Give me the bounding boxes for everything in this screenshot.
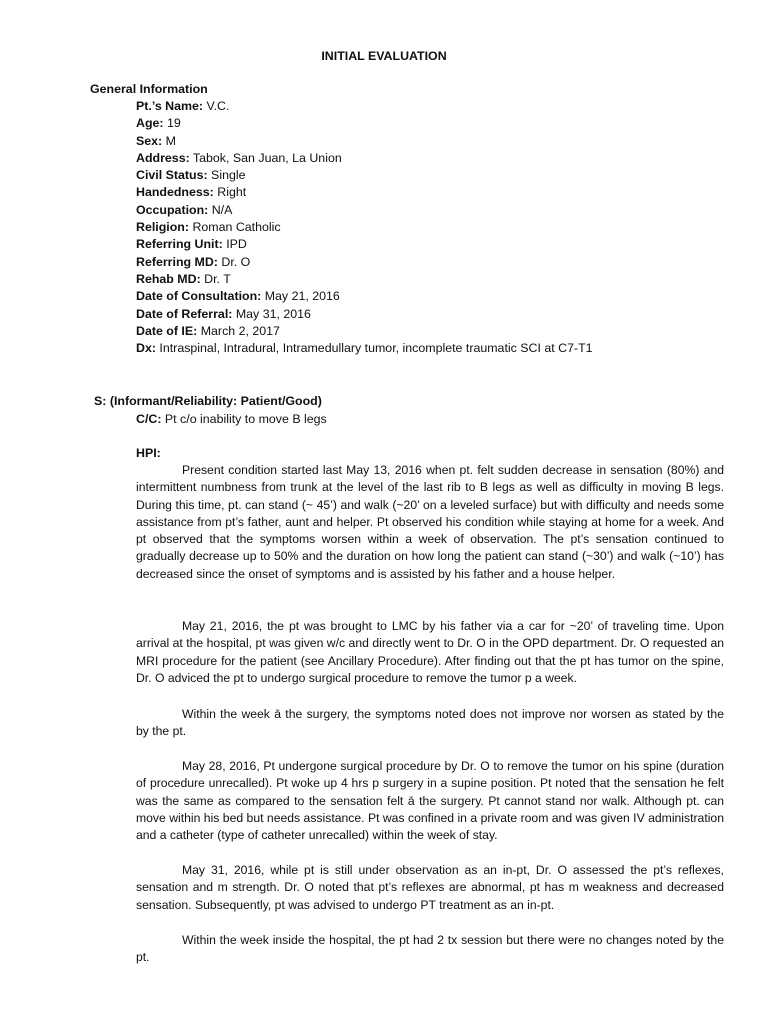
hpi-paragraph: May 28, 2016, Pt undergone surgical procedure by Dr. O to remove the tumor on his spine (duration of procedure unrecalled). Pt woke up 4 hrs p surgery in a supine position. Pt noted that the sensation he felt was the same as compared to the sensation felt ā the surgery. Pt cannot stand nor walk. Although pt. can move within his bed but needs assistance. Pt was confined in a private room and was given IV administration and a catheter (type of catheter unrecalled) within the week of stay. [136, 759, 724, 843]
field-label: Civil Status: [136, 168, 208, 183]
field-value: Tabok, San Juan, La Union [189, 150, 342, 165]
hpi-heading: HPI: [136, 446, 161, 460]
field-religion [136, 219, 593, 236]
field-label: Handedness: [136, 185, 214, 200]
field-value: N/A [208, 202, 233, 217]
field-date-of-referral [136, 306, 593, 323]
field-label: Date of Referral: [136, 306, 233, 321]
field-label: Age: [136, 116, 164, 131]
field-label: Occupation: [136, 202, 209, 217]
field-value: Dr. O [217, 254, 251, 269]
field-value: Right [213, 185, 247, 200]
general-information-fields [136, 98, 593, 357]
field-address [136, 150, 593, 167]
hpi-paragraph: May 31, 2016, while pt is still under observation as an in-pt, Dr. O assessed the pt’s reflexes, sensation and m strength. Dr. O noted that pt’s reflexes are abnormal, pt has m weakness and decreased sensation. Subsequently, pt was advised to undergo PT treatment as an in-pt. [136, 863, 724, 912]
field-label: Sex: [136, 133, 163, 148]
field-value: M [162, 133, 176, 148]
field-referring-md [136, 254, 593, 271]
field-value: Single [207, 168, 246, 183]
field-value: Dr. T [200, 271, 231, 286]
field-label: Religion: [136, 220, 189, 235]
field-label: Pt.’s Name: [136, 99, 204, 113]
hpi-paragraph: Present condition started last May 13, 2016 when pt. felt sudden decrease in sensation (80%) and intermittent numbness from trunk at the level of the last rib to B legs as well as difficulty in moving B legs. During this time, pt. can stand (~ 45’) and walk (~20’ on a leveled surface) but with difficulty and needs some assistance from pt’s father, aunt and helper. Pt observed his condition while staying at home for a week. And pt observed that the symptoms worsen within a week of observation. The pt’s sensation continued to gradually decrease up to 50% and the duration on how long the patient can stand (~30’) and walk (~10’) has decreased since the onset of symptoms and is assisted by his father and a house helper. [136, 463, 724, 581]
field-value: May 21, 2016 [261, 289, 340, 304]
field-sex [136, 133, 593, 150]
field-label: Address: [136, 150, 190, 165]
field-value: 19 [163, 116, 181, 131]
cc-label: C/C: [136, 412, 162, 426]
field-value: IPD [222, 237, 247, 252]
field-value: Intraspinal, Intradural, Intramedullary tumor, incomplete traumatic SCI at C7-T1 [155, 341, 593, 356]
cc-value: Pt c/o inability to move B legs [161, 412, 327, 426]
hpi-paragraph: May 21, 2016, the pt was brought to LMC by his father via a car for ~20’ of traveling time. Upon arrival at the hospital, pt was given w/c and directly went to Dr. O in the OPD department. Dr. O requested an MRI procedure for the patient (see Ancillary Procedure). After finding out that the pt has tumor on the spine, Dr. O adviced the pt to undergo surgical procedure to remove the tumor p a week. [136, 619, 724, 685]
field-name [136, 98, 593, 115]
field-rehab-md [136, 271, 593, 288]
hpi-paragraph: Within the week ā the surgery, the symptoms noted does not improve nor worsen as stated by the by the pt. [136, 707, 724, 739]
field-age [136, 115, 593, 132]
field-diagnosis [136, 340, 593, 357]
document-title: INITIAL EVALUATION [321, 49, 447, 63]
field-referring-unit [136, 236, 593, 253]
field-value: Roman Catholic [189, 220, 281, 235]
field-value: March 2, 2017 [197, 323, 280, 338]
field-label: Date of Consultation: [136, 289, 262, 304]
hpi-paragraph: Within the week inside the hospital, the pt had 2 tx session but there were no changes noted by the pt. [136, 933, 724, 965]
field-date-of-consultation [136, 288, 593, 305]
field-date-of-ie [136, 323, 593, 340]
field-value: May 31, 2016 [232, 306, 311, 321]
field-label: Rehab MD: [136, 271, 201, 286]
subjective-heading: S: (Informant/Reliability: Patient/Good) [94, 394, 322, 408]
field-label: Dx: [136, 341, 156, 356]
chief-complaint [136, 411, 327, 428]
field-value: V.C. [203, 99, 230, 113]
field-label: Referring MD: [136, 254, 218, 269]
field-label: Date of IE: [136, 323, 198, 338]
general-information-heading: General Information [90, 82, 208, 96]
field-handedness [136, 184, 593, 201]
field-occupation [136, 202, 593, 219]
field-civil-status [136, 167, 593, 184]
field-label: Referring Unit: [136, 237, 223, 252]
